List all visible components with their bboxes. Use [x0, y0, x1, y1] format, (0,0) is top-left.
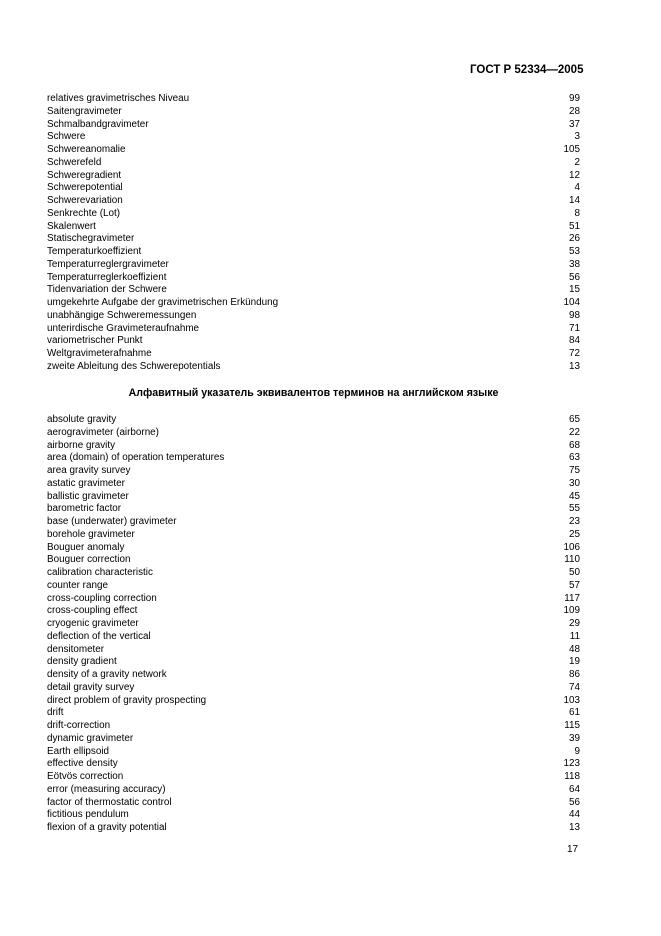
- index-entry: [47, 669, 580, 682]
- index-page-ref: 37: [569, 118, 580, 130]
- index-page-ref: 13: [569, 360, 580, 372]
- index-term: borehole gravimeter: [47, 528, 135, 540]
- index-term: cross-coupling effect: [47, 605, 138, 617]
- index-entry: [47, 208, 580, 221]
- index-entry: [47, 440, 580, 453]
- index-entry: [47, 720, 580, 733]
- index-page-ref: 56: [569, 271, 580, 283]
- index-page-ref: 44: [569, 809, 580, 821]
- index-page-ref: 99: [569, 93, 580, 104]
- index-entry: [47, 106, 580, 119]
- index-term: Eötvös correction: [47, 771, 124, 782]
- index-term: absolute gravity: [47, 414, 117, 425]
- english-index-heading: Алфавитный указатель эквивалентов терминов на английском языке: [128, 387, 499, 399]
- index-entry: [47, 542, 580, 555]
- index-page-ref: 117: [564, 592, 580, 604]
- index-entry: [47, 310, 580, 323]
- index-entry: [47, 618, 580, 631]
- index-page-ref: 23: [569, 516, 580, 527]
- index-entry: [47, 272, 580, 285]
- index-term: Tidenvariation der Schwere: [47, 284, 167, 296]
- english-index-list: [47, 414, 580, 835]
- index-page-ref: 11: [569, 630, 580, 642]
- index-page-ref: 39: [569, 732, 580, 744]
- index-term: drift-correction: [47, 720, 111, 731]
- index-page-ref: 4: [574, 182, 580, 194]
- index-entry: [47, 182, 580, 195]
- index-term: area (domain) of operation temperatures: [47, 452, 225, 464]
- index-term: variometrischer Punkt: [47, 335, 143, 347]
- index-term: direct problem of gravity prospecting: [47, 694, 207, 706]
- index-term: Temperaturkoeffizient: [47, 246, 142, 257]
- index-entry: [47, 797, 580, 810]
- index-term: Saitengravimeter: [47, 105, 122, 117]
- index-entry: [47, 822, 580, 835]
- index-page-ref: 118: [564, 771, 580, 782]
- index-term: base (underwater) gravimeter: [47, 516, 177, 527]
- index-page-ref: 22: [569, 426, 580, 438]
- index-page-ref: 15: [569, 284, 580, 296]
- index-entry: [47, 707, 580, 720]
- index-entry: [47, 348, 580, 361]
- index-entry: [47, 478, 580, 491]
- index-page-ref: 115: [564, 720, 580, 731]
- index-entry: [47, 656, 580, 669]
- index-term: barometric factor: [47, 503, 122, 515]
- index-term: Skalenwert: [47, 220, 96, 232]
- index-entry: [47, 427, 580, 440]
- index-page-ref: 12: [569, 169, 580, 181]
- index-page-ref: 9: [574, 745, 580, 757]
- index-term: cryogenic gravimeter: [47, 618, 139, 629]
- index-term: Earth ellipsoid: [47, 745, 110, 757]
- index-entry: [47, 131, 580, 144]
- index-page-ref: 30: [569, 477, 580, 489]
- index-entry: [47, 580, 580, 593]
- index-term: unabhängige Schweremessungen: [47, 309, 197, 321]
- index-page-ref: 29: [569, 618, 580, 629]
- index-entry: [47, 682, 580, 695]
- index-entry: [47, 297, 580, 310]
- index-entry: [47, 631, 580, 644]
- index-page-ref: 45: [569, 490, 580, 502]
- index-term: umgekehrte Aufgabe der gravimetrischen Erkündung: [47, 297, 279, 308]
- index-term: flexion of a gravity potential: [47, 822, 167, 833]
- index-term: fictitious pendulum: [47, 809, 129, 821]
- document-code: ГОСТ Р 52334—2005: [470, 64, 584, 76]
- index-term: densitometer: [47, 643, 105, 655]
- index-term: Temperaturreglergravimeter: [47, 258, 169, 270]
- index-entry: [47, 529, 580, 542]
- index-term: Schwereanomalie: [47, 144, 126, 155]
- index-term: error (measuring accuracy): [47, 783, 166, 795]
- index-page-ref: 26: [569, 233, 580, 245]
- index-page-ref: 72: [569, 348, 580, 359]
- index-page-ref: 53: [569, 246, 580, 257]
- index-term: Bouguer correction: [47, 554, 131, 566]
- index-entry: [47, 733, 580, 746]
- index-entry: [47, 144, 580, 157]
- index-page-ref: 123: [563, 758, 580, 770]
- index-page-ref: 84: [569, 335, 580, 347]
- index-term: Weltgravimeterafnahme: [47, 348, 152, 359]
- index-entry: [47, 233, 580, 246]
- index-term: Schmalbandgravimeter: [47, 118, 149, 130]
- index-term: drift: [47, 707, 64, 719]
- index-entry: [47, 170, 580, 183]
- index-entry: [47, 335, 580, 348]
- index-entry: [47, 414, 580, 427]
- index-term: density of a gravity network: [47, 669, 167, 680]
- index-term: Bouguer anomaly: [47, 541, 125, 553]
- index-term: Schweregradient: [47, 169, 122, 181]
- index-entry: [47, 221, 580, 234]
- index-page-ref: 106: [563, 541, 580, 553]
- index-term: factor of thermostatic control: [47, 796, 172, 808]
- index-entry: [47, 503, 580, 516]
- index-term: cross-coupling correction: [47, 592, 157, 604]
- index-page-ref: 63: [569, 452, 580, 464]
- index-page-ref: 74: [569, 681, 580, 693]
- index-page-ref: 98: [569, 309, 580, 321]
- index-page-ref: 55: [569, 503, 580, 515]
- index-term: astatic gravimeter: [47, 477, 125, 489]
- index-entry: [47, 809, 580, 822]
- index-page-ref: 3: [574, 131, 580, 143]
- index-term: ballistic gravimeter: [47, 490, 129, 502]
- index-entry: [47, 361, 580, 374]
- index-term: Temperaturreglerkoeffizient: [47, 271, 167, 283]
- index-page-ref: 14: [569, 195, 580, 206]
- index-page-ref: 68: [569, 439, 580, 451]
- index-page-ref: 104: [563, 297, 580, 308]
- index-term: density gradient: [47, 656, 117, 668]
- page-number: 17: [567, 844, 579, 855]
- index-entry: [47, 784, 580, 797]
- index-entry: [47, 246, 580, 259]
- index-page-ref: 51: [569, 220, 580, 232]
- index-term: Statischegravimeter: [47, 233, 135, 245]
- index-term: calibration characteristic: [47, 567, 153, 578]
- index-entry: [47, 695, 580, 708]
- index-page-ref: 65: [569, 414, 580, 425]
- index-page-ref: 56: [569, 796, 580, 808]
- index-entry: [47, 284, 580, 297]
- index-page-ref: 48: [569, 643, 580, 655]
- index-entry: [47, 259, 580, 272]
- index-page-ref: 110: [564, 554, 580, 566]
- index-entry: [47, 771, 580, 784]
- index-page-ref: 103: [563, 694, 580, 706]
- index-term: effective density: [47, 758, 118, 770]
- index-entry: [47, 567, 580, 580]
- index-page-ref: 25: [569, 528, 580, 540]
- index-entry: [47, 644, 580, 657]
- index-page-ref: 19: [569, 656, 580, 668]
- index-entry: [47, 605, 580, 618]
- index-term: unterirdische Gravimeteraufnahme: [47, 322, 200, 334]
- index-term: relatives gravimetrisches Niveau: [47, 93, 190, 104]
- index-page-ref: 105: [563, 144, 580, 155]
- index-entry: [47, 452, 580, 465]
- index-term: aerogravimeter (airborne): [47, 426, 159, 438]
- index-page-ref: 28: [569, 105, 580, 117]
- index-term: Schwerevariation: [47, 195, 123, 206]
- index-page-ref: 75: [569, 465, 580, 476]
- index-page-ref: 109: [563, 605, 580, 617]
- index-page-ref: 8: [574, 207, 580, 219]
- index-term: Schwerepotential: [47, 182, 123, 194]
- index-entry: [47, 746, 580, 759]
- index-entry: [47, 93, 580, 106]
- index-page-ref: 2: [574, 156, 580, 168]
- index-page-ref: 61: [569, 707, 580, 719]
- index-term: Schwerefeld: [47, 156, 102, 168]
- index-page-ref: 38: [569, 258, 580, 270]
- index-entry: [47, 491, 580, 504]
- index-term: dynamic gravimeter: [47, 732, 134, 744]
- index-entry: [47, 554, 580, 567]
- german-index-list: [47, 93, 580, 374]
- index-term: counter range: [47, 579, 108, 591]
- index-entry: [47, 516, 580, 529]
- index-term: deflection of the vertical: [47, 630, 151, 642]
- index-entry: [47, 195, 580, 208]
- index-page-ref: 71: [569, 322, 580, 334]
- index-term: airborne gravity: [47, 439, 116, 451]
- index-term: area gravity survey: [47, 465, 131, 476]
- index-entry: [47, 758, 580, 771]
- index-page-ref: 50: [569, 567, 580, 578]
- index-term: zweite Ableitung des Schwerepotentials: [47, 360, 221, 372]
- index-page-ref: 57: [569, 579, 580, 591]
- index-term: detail gravity survey: [47, 681, 135, 693]
- index-page-ref: 86: [569, 669, 580, 680]
- index-page-ref: 13: [569, 822, 580, 833]
- index-entry: [47, 119, 580, 132]
- index-entry: [47, 157, 580, 170]
- index-term: Schwere: [47, 131, 86, 143]
- index-page-ref: 64: [569, 783, 580, 795]
- index-term: Senkrechte (Lot): [47, 207, 121, 219]
- index-entry: [47, 593, 580, 606]
- index-entry: [47, 323, 580, 336]
- index-entry: [47, 465, 580, 478]
